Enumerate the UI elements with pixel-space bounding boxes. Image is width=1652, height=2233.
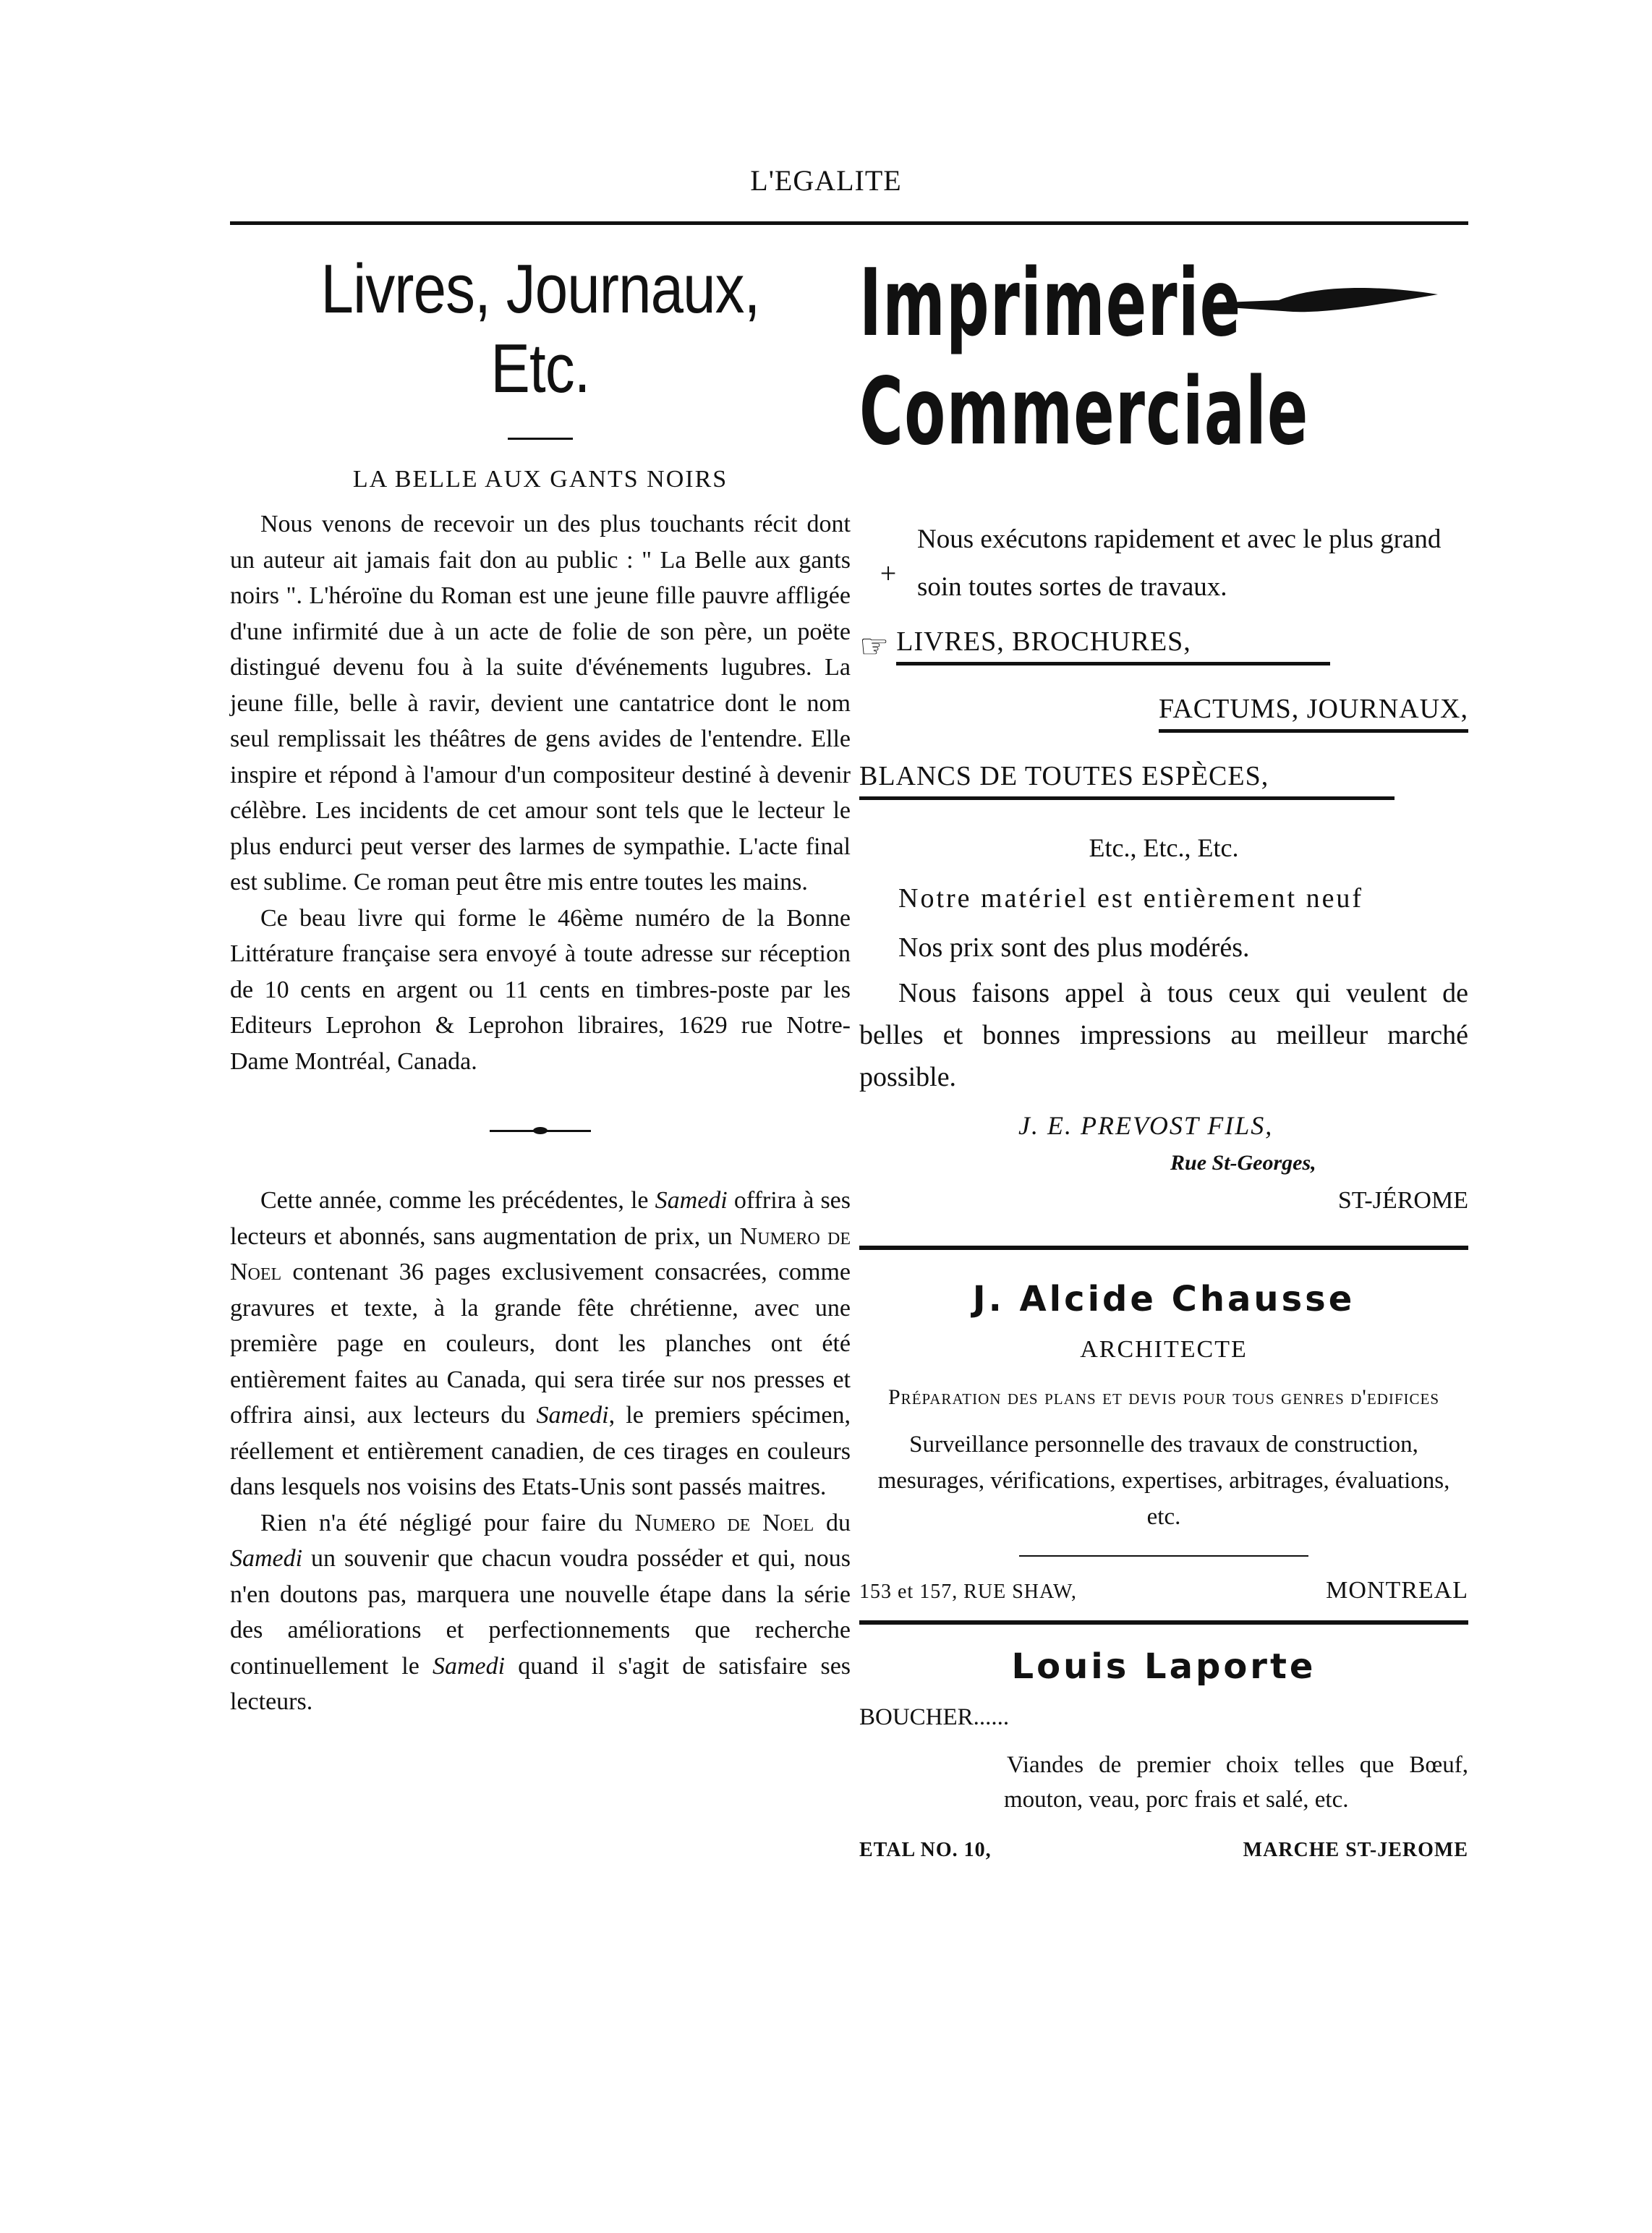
samedi-title: Samedi (536, 1402, 609, 1429)
printer-intro-text: Nous exécutons rapidement et avec le plus grand soin toutes sortes de travaux. (917, 524, 1442, 602)
architect-address-row (859, 1577, 1468, 1604)
book-offer-paragraph: Ce beau livre qui forme le 46ème numéro de la Bonne Littérature française sera envoyé à toute adresse sur réception de 10 cents en argent ou 11 cents en timbres-poste par les Editeurs Leprohon & Leprohon libraires, 1629 rue Notre-Dame Montréal, Canada. (230, 904, 851, 1075)
prices-line: Nos prix sont des plus modérés. (898, 932, 1250, 963)
chausse-ad (859, 1279, 1468, 1604)
plus-mark: + (880, 557, 897, 590)
butcher-market: MARCHE ST-JEROME (1243, 1839, 1468, 1861)
pointing-hand-icon: ☞ (859, 628, 890, 665)
equipment-line: Notre matériel est entièrement neuf (898, 883, 1364, 914)
architect-title: ARCHITECTE (1080, 1336, 1248, 1363)
text-run: du (814, 1509, 851, 1536)
butcher-stall: ETAL NO. 10, (859, 1839, 992, 1861)
text-run: , le premiers spécimen, réellement et entièrement canadien, de ces tirages en couleurs dans lesquels nos voisins des Etats-Unis sont passés maitres. (230, 1402, 851, 1500)
products-line-3: BLANCS DE TOUTES ESPÈCES, (859, 760, 1395, 800)
text-run: Cette année, comme les précédentes, le (260, 1187, 655, 1214)
samedi-paragraph (230, 1183, 851, 1505)
ornament-separator (490, 1130, 591, 1132)
text-run: contenant 36 pages exclusivement consacrées, comme gravures et texte, à la grande fête chrétienne, avec une première page en couleurs, dont les planches ont été entièrement faites au Canada, qui sera tirée sur nos presses et offrira ainsi, aux lecteurs du (230, 1259, 851, 1429)
architect-city: MONTREAL (1326, 1577, 1468, 1604)
butcher-description: Viandes de premier choix telles que Bœuf, mouton, veau, porc frais et salé, etc. (1004, 1752, 1468, 1813)
text-run: quand il s'agit de satisfaire ses lecteurs. (230, 1652, 851, 1715)
title-imprimerie: Imprimerie (859, 250, 1242, 357)
printer-city: ST-JÉROME (1337, 1187, 1468, 1214)
etc-line: Etc., Etc., Etc. (1089, 833, 1239, 862)
title-commerciale: Commerciale (859, 358, 1309, 466)
architect-services: Préparation des plans et devis pour tous genres d'edifices (888, 1385, 1439, 1409)
ad-short-rule (1019, 1555, 1308, 1557)
laporte-ad (859, 1646, 1468, 1862)
samedi-title: Samedi (433, 1652, 506, 1680)
text-run: un souvenir que chacun voudra posséder et qui, nous n'en doutons pas, marquera une nouvelle étape dans la série des améliorations et perfectionnements que recherche continuellement le (230, 1545, 851, 1680)
products-line-2: FACTUMS, JOURNAUX, (1159, 693, 1468, 733)
right-column (859, 250, 1468, 1862)
butcher-name: Louis Laporte (1011, 1646, 1316, 1687)
book-review-paragraph: Nous venons de recevoir un des plus touchants récit dont un auteur ait jamais fait don au public : " La Belle aux gants noirs ". L'héroïne du Roman est une jeune fille pauvre affligée d'une infirmité due à un acte de folie de son père, un poëte distingué devenu fou à la suite d'événements lugubres. La jeune fille, belle à ravir, devient une cantatrice dont le nom seul remplissait les théâtres de gens avides de l'entendre. Elle inspire et répond à l'amour d'un compositeur destiné à devenir célèbre. Les incidents de cet amour sont tels que le lecteur le plus endurci peut verser des larmes de sympathie. L'acte final est sublime. Ce roman peut être mis entre toutes les mains. (230, 511, 851, 896)
numero-de-noel: Numero de Noel (230, 1222, 851, 1285)
masthead-rule (230, 221, 1468, 225)
quill-pen-icon (1206, 278, 1438, 322)
butcher-address-row (859, 1839, 1468, 1862)
architect-address: 153 et 157, RUE SHAW, (859, 1581, 1077, 1603)
section-heading: Livres, Journaux, Etc. (320, 250, 760, 407)
text-run: offrira à ses lecteurs et abonnés, sans augmentation de prix, un (230, 1187, 851, 1250)
appeal-paragraph: Nous faisons appel à tous ceux qui veulent de belles et bonnes impressions au meilleur marché possible. (859, 978, 1468, 1092)
ad-divider (859, 1246, 1468, 1250)
architect-description: Surveillance personnelle des travaux de construction, mesurages, vérifications, expertises, arbitrages, évaluations, etc. (877, 1432, 1450, 1530)
left-column (230, 250, 851, 1720)
printer-street: Rue St-Georges, (1170, 1151, 1316, 1175)
printer-intro (859, 516, 1468, 611)
text-run: Rien n'a été négligé pour faire du (260, 1509, 635, 1536)
numero-de-noel: Numero de Noel (634, 1509, 814, 1536)
architect-name: J. Alcide Chausse (972, 1279, 1355, 1319)
products-block (859, 626, 1468, 800)
samedi-title: Samedi (230, 1545, 303, 1572)
masthead: L'EGALITE (750, 164, 902, 197)
noel-paragraph (230, 1505, 851, 1720)
book-title: LA BELLE AUX GANTS NOIRS (352, 466, 728, 493)
printer-signature: J. E. PREVOST FILS, (1018, 1111, 1274, 1140)
butcher-trade: BOUCHER...... (859, 1704, 1010, 1730)
ad-divider (859, 1620, 1468, 1625)
heading-rule (508, 438, 573, 440)
products-line-1: LIVRES, BROCHURES, (896, 626, 1330, 665)
printer-title (859, 250, 1468, 488)
samedi-title: Samedi (655, 1187, 728, 1214)
